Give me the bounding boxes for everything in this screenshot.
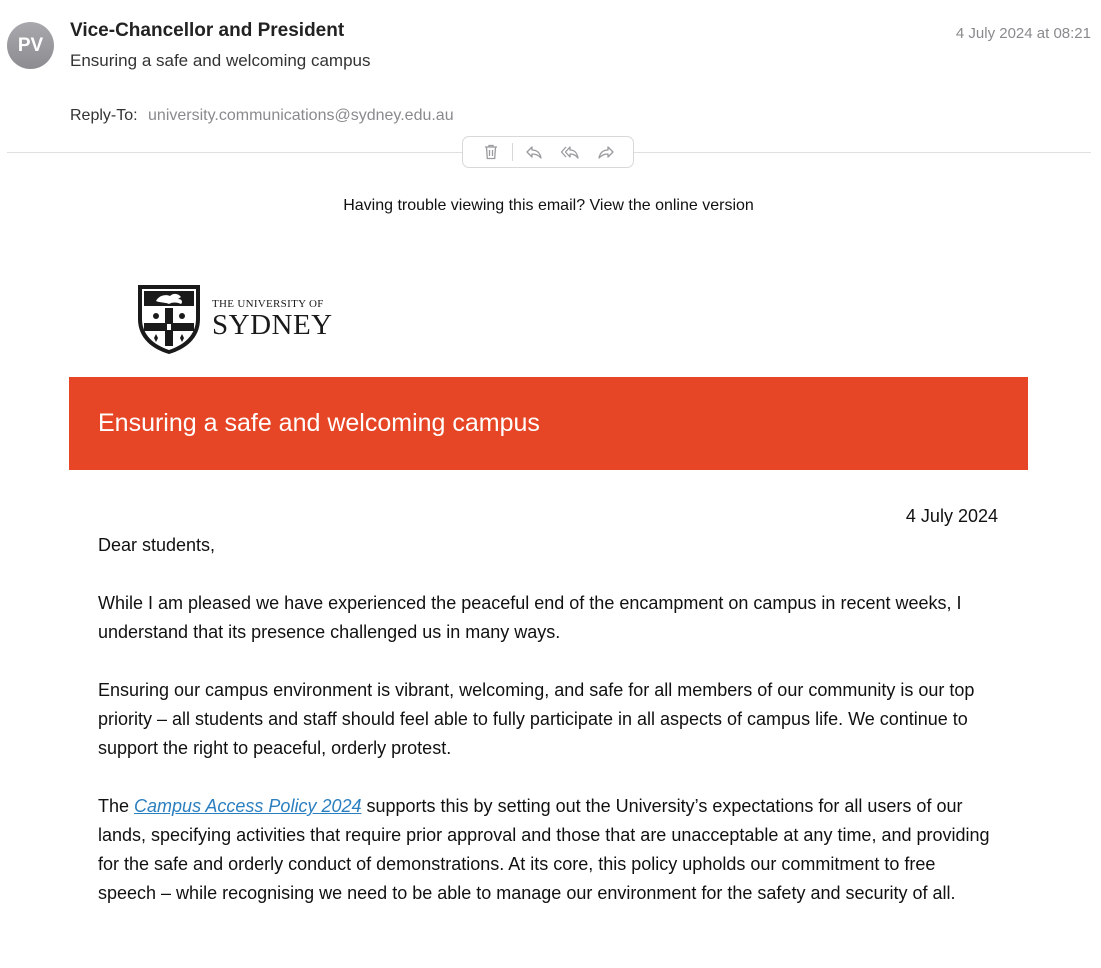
trouble-text: Having trouble viewing this email? [343, 197, 586, 214]
email-body [98, 502, 998, 937]
trouble-viewing-line [0, 197, 1097, 215]
reply-all-icon[interactable] [553, 138, 587, 166]
forward-icon[interactable] [589, 138, 623, 166]
paragraph-2: Ensuring our campus environment is vibrant, welcoming, and safe for all members of our community is our top priority – all students and staff should feel able to fully participate in all aspects of campus life. We continue to support the right to peaceful, orderly protest. [98, 680, 975, 758]
letter-date: 4 July 2024 [905, 506, 998, 526]
paragraph-1: While I am pleased we have experienced the peaceful end of the encampment on campus in recent weeks, I understand that its presence challenged us in many ways. [98, 593, 962, 642]
reply-to-address[interactable]: university.communications@sydney.edu.au [148, 107, 454, 124]
salutation: Dear students, [98, 535, 216, 555]
trash-icon[interactable] [474, 138, 508, 166]
reply-to-label: Reply-To: [70, 107, 138, 124]
logo-line2: SYDNEY [212, 309, 333, 341]
message-action-toolbar [462, 136, 634, 168]
logo-line1: THE UNIVERSITY OF [212, 298, 324, 310]
paragraph-3-prefix: The [98, 796, 130, 816]
online-version-link[interactable]: View the online version [589, 197, 754, 214]
crest-icon [134, 282, 204, 356]
toolbar-separator [512, 143, 513, 161]
banner-title: Ensuring a safe and welcoming campus [98, 409, 540, 437]
avatar: PV [7, 22, 54, 69]
paragraph-3-rest: supports this by setting out the University’s expectations for all users of our lands, specifying activities that require prior approval and those that are unacceptable at any time, and providing for the safe and orderly conduct of demonstrations. At its core, this policy upholds our commitment to free speech – while recognising we need to be able to manage our environment for the safety and security of all. [98, 796, 990, 903]
reply-to [70, 107, 454, 125]
email-banner [69, 377, 1028, 470]
paragraph-3 [98, 792, 998, 908]
reply-icon[interactable] [517, 138, 551, 166]
email-subject: Ensuring a safe and welcoming campus [70, 51, 371, 70]
campus-access-policy-link[interactable]: Campus Access Policy 2024 [134, 796, 362, 816]
email-date: 4 July 2024 at 08:21 [955, 25, 1091, 42]
university-logo[interactable] [134, 282, 333, 356]
sender-name: Vice-Chancellor and President [70, 20, 345, 41]
logo-wordmark [212, 298, 333, 340]
